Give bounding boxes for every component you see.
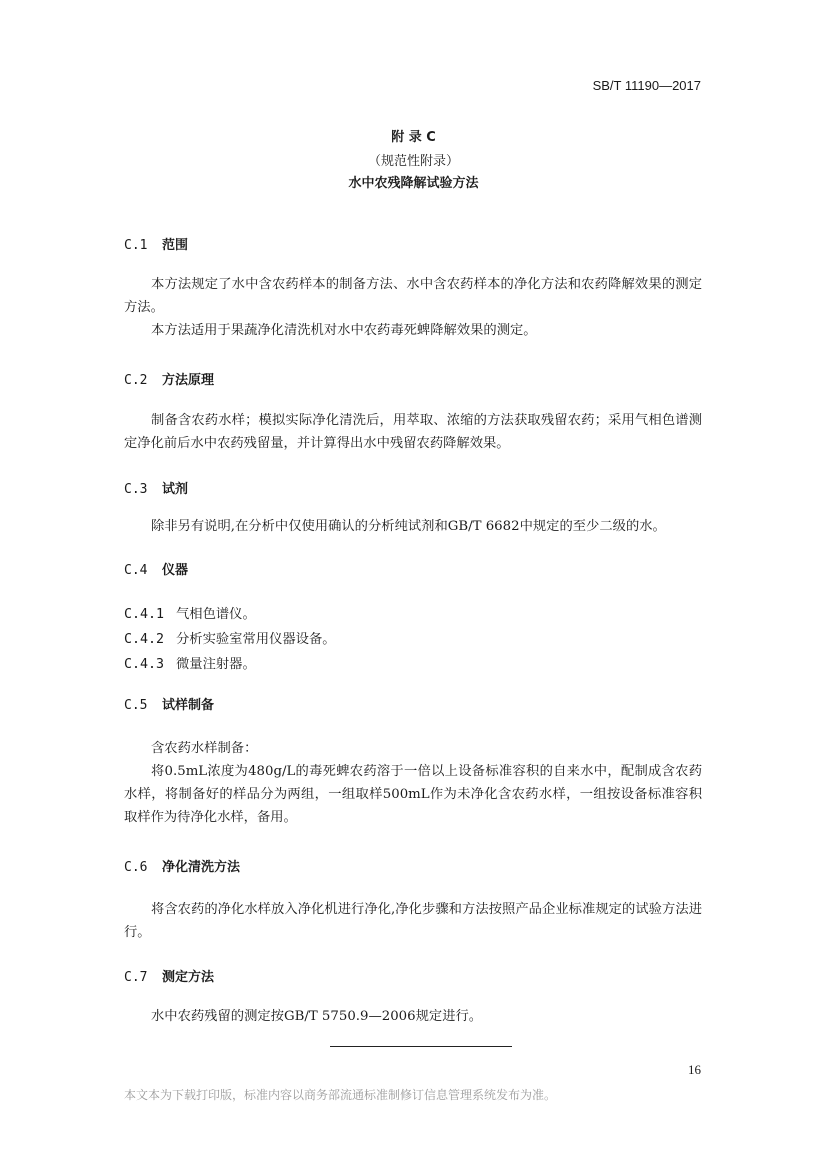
section-title: 净化清洗方法 <box>162 860 241 875</box>
section-heading-c5 <box>124 694 214 713</box>
standard-number: SB/T 11190—2017 <box>592 78 701 93</box>
section-body-c3 <box>124 515 702 538</box>
paragraph: 将0.5mL浓度为480g/L的毒死蜱农药溶于一倍以上设备标准容积的自来水中，配制成含农药水样，将制备好的样品分为两组，一组取样500mL作为未净化含农药水样，一组按设备标准容积取样作为待净化水样，备用。 <box>124 764 702 825</box>
subitem-number: C.4.3 <box>124 657 165 672</box>
paragraph: 水中农药残留的测定按GB/T 5750.9—2006规定进行。 <box>151 1009 483 1024</box>
subitem-number: C.4.2 <box>124 632 165 647</box>
appendix-nature: （规范性附录） <box>367 154 459 169</box>
section-body-c7 <box>124 1005 702 1028</box>
section-title: 方法原理 <box>162 373 215 388</box>
appendix-label: 附 录 C <box>391 130 436 145</box>
section-title: 试样制备 <box>162 698 215 713</box>
page-number: 16 <box>688 1062 701 1077</box>
subitem-c43 <box>124 653 256 672</box>
section-title: 试剂 <box>162 482 189 497</box>
end-rule <box>330 1046 512 1047</box>
paragraph: 制备含农药水样；模拟实际净化清洗后，用萃取、浓缩的方法获取残留农药；采用气相色谱测定净化前后水中农药残留量，并计算得出水中残留农药降解效果。 <box>124 413 702 451</box>
subitem-text: 分析实验室常用仪器设备。 <box>176 632 336 647</box>
section-heading-c4 <box>124 559 188 578</box>
section-title: 测定方法 <box>162 970 215 985</box>
paragraph: 含农药水样制备： <box>151 741 258 756</box>
section-number: C.5 <box>124 698 148 713</box>
section-number: C.2 <box>124 373 148 388</box>
section-number: C.7 <box>124 970 148 985</box>
section-number: C.3 <box>124 482 148 497</box>
paragraph: 将含农药的净化水样放入净化机进行净化,净化步骤和方法按照产品企业标准规定的试验方法进行。 <box>124 902 702 940</box>
section-heading-c6 <box>124 856 240 875</box>
section-heading-c3 <box>124 478 188 497</box>
section-body-c5 <box>124 737 702 829</box>
section-title: 仪器 <box>162 563 189 578</box>
subitem-text: 气相色谱仪。 <box>176 607 256 622</box>
appendix-title: 水中农残降解试验方法 <box>348 176 479 191</box>
subitem-c42 <box>124 628 336 647</box>
section-body-c1 <box>124 273 702 342</box>
section-title: 范围 <box>162 238 189 253</box>
section-heading-c1 <box>124 234 188 253</box>
subitem-number: C.4.1 <box>124 607 165 622</box>
section-body-c2 <box>124 409 702 455</box>
section-number: C.4 <box>124 563 148 578</box>
section-number: C.1 <box>124 238 148 253</box>
footer-note: 本文本为下载打印版，标准内容以商务部流通标准制修订信息管理系统发布为准。 <box>124 1088 557 1102</box>
section-heading-c2 <box>124 369 214 388</box>
section-body-c6 <box>124 898 702 944</box>
paragraph: 除非另有说明,在分析中仅使用确认的分析纯试剂和GB/T 6682中规定的至少二级的水。 <box>151 519 666 534</box>
subitem-text: 微量注射器。 <box>176 657 256 672</box>
section-number: C.6 <box>124 860 148 875</box>
paragraph: 本方法规定了水中含农药样本的制备方法、水中含农药样本的净化方法和农药降解效果的测定方法。 <box>124 277 702 315</box>
paragraph: 本方法适用于果蔬净化清洗机对水中农药毒死蜱降解效果的测定。 <box>151 323 537 338</box>
subitem-c41 <box>124 603 256 622</box>
section-heading-c7 <box>124 966 214 985</box>
